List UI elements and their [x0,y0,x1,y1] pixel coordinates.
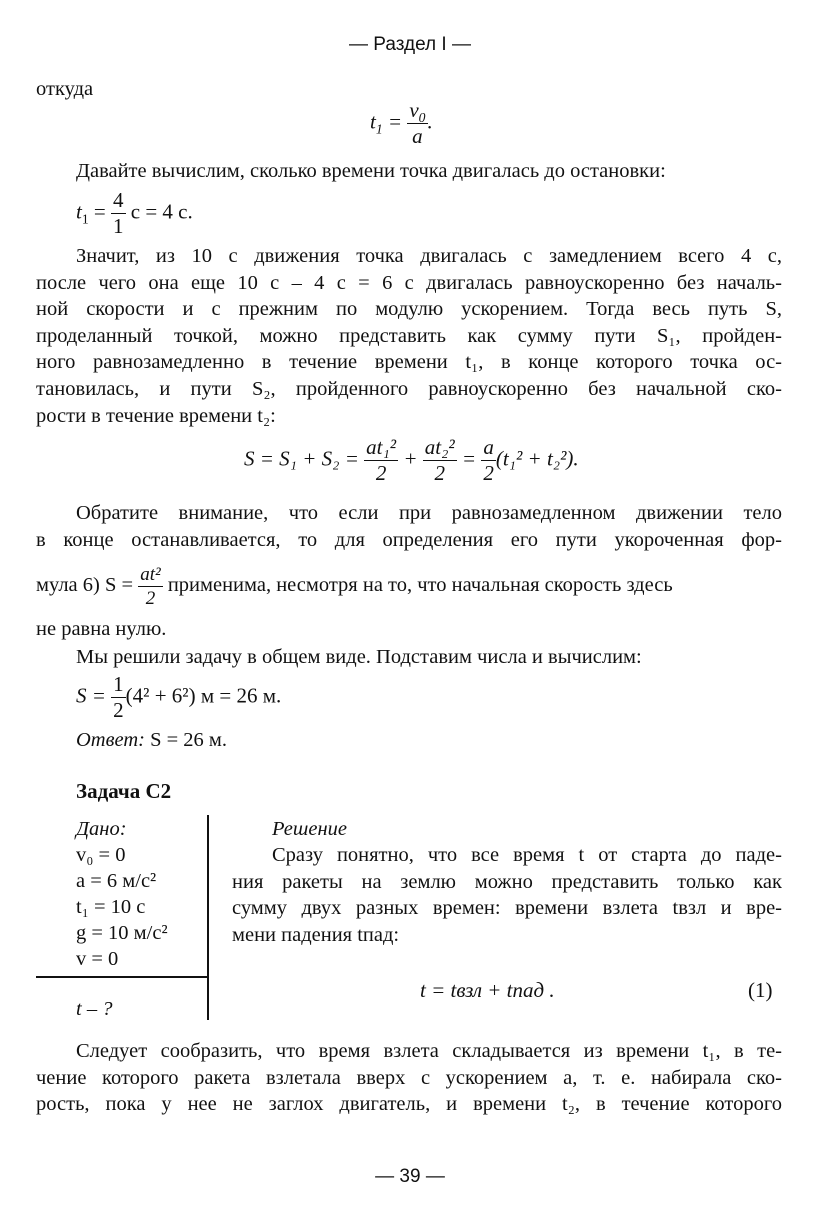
paragraph-note-end: не равна нулю. [36,618,167,640]
formula-s-value: S = $\frac{1}{2}$ (4² + 6²) м = 26 м. [76,672,282,722]
given-v0: v₀ = 0 [76,844,126,866]
paragraph-explanation: Значит, из 10 с движения точка двигалась с замедлением всего 4 с, после чего она еще 10 с – 4 с = 6 с двигалась равноускоренно без началь- ной скорости и с прежним по модулю ускорением. Тогда весь путь S, проделанный точкой, можно представить как сумму пути S₁, пройден- ного равнозамедленно в течение времени t₁, в конце которого точка ос- тановилась, и пути S₂, пройденного равноускоренно без начальной ско- рости в течение времени t₂: [36,245,782,427]
given-t1: t₁ = 10 с [76,896,146,918]
given-label: Дано: [76,818,127,840]
given-solution-separator [207,815,209,1020]
fraction-4-over-1: $\frac{4}{1}$ [113,188,124,238]
given-g: g = 10 м/с² [76,922,168,944]
formula-time-sum: t = tвзл + tпад . [420,978,555,1002]
paragraph-note-formula-line: мула 6) S = $\frac{\text{at²}}{2}$ применима, несмотря на то, что начальная скорость здесь [36,564,673,609]
solution-label: Решение [272,818,347,840]
page-header: — Раздел I — [349,34,471,55]
task-title: Задача С2 [76,779,172,803]
paragraph-note: Обратите внимание, что если при равнозамедленном движении тело в конце останавливается, то для определения его пути укороченная фор- [36,502,782,551]
paragraph-general-form: Мы решили задачу в общем виде. Подставим числа и вычислим: [76,646,642,668]
paragraph-continuation: Следует сообразить, что время взлета складывается из времени t₁, в те- чение которого ракета взлетала вверх с ускорением a, т. е. набирала ско- рость, пока у нее не заглох двигатель, и времени t₂, в течение которого [36,1040,782,1116]
formula-number: (1) [748,978,773,1002]
formula-total-path: S = S₁ + S₂ = $\frac{\text{at₁²}}{2}$ + $\frac{\text{at₂²}}{2}$ = $\frac{a}{2}$ (t₁² + t₂²). [244,435,579,485]
answer-line: Ответ: S = 26 м. [76,729,228,751]
formula-t1: $t_1$ = $\frac{v_0}{a}$ . [370,98,433,148]
given-a: a = 6 м/с² [76,870,157,892]
fraction-v0-over-a: $\frac{v_0}{a}$ [409,98,426,148]
given-v: v = 0 [76,948,119,970]
formula-t1-value: $t_1$ = $\frac{4}{1}$ с = 4 с. [76,188,193,238]
page-number: — 39 — [375,1166,445,1187]
given-find: t – ? [76,998,113,1020]
text-otkuda: откуда [36,78,94,100]
paragraph-compute-time: Давайте вычислим, сколько времени точка двигалась до остановки: [76,160,666,182]
solution-text: Сразу понятно, что все время t от старта до паде- ния ракеты на землю можно представить только как сумму двух разных времен: времени взлета tвзл и вре- мени падения tпад: [232,844,782,946]
given-divider [36,976,208,978]
